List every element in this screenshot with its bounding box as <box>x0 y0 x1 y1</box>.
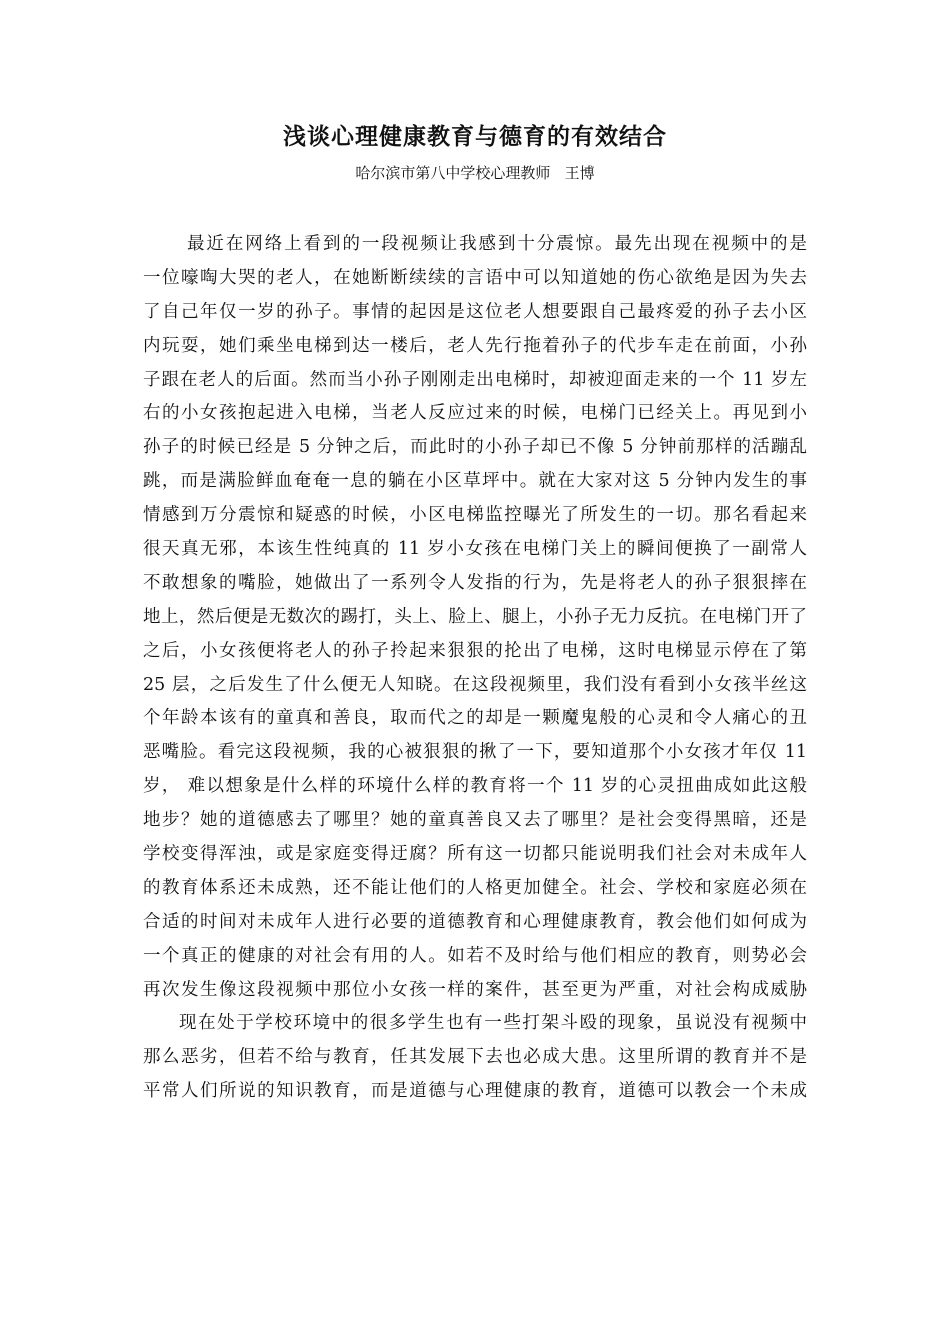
text-line: 之后，小女孩便将老人的孙子拎起来狠狠的抡出了电梯，这时电梯显示停在了第 <box>143 640 807 661</box>
text-line: 内玩耍，她们乘坐电梯到达一楼后，老人先行拖着孙子的代步车走在前面，小孙 <box>143 335 807 356</box>
text-line: 一个真正的健康的对社会有用的人。如若不及时给与他们相应的教育，则势必会 <box>143 945 807 966</box>
text-line: 合适的时间对未成年人进行必要的道德教育和心理健康教育，教会他们如何成为 <box>143 911 807 932</box>
text-line: 岁， 难以想象是什么样的环境什么样的教育将一个 11 岁的心灵扭曲成如此这般 <box>143 776 807 797</box>
text-line: 孙子的时候已经是 5 分钟之后，而此时的小孙子却已不像 5 分钟前那样的活蹦乱 <box>143 437 807 458</box>
text-line: 恶嘴脸。看完这段视频，我的心被狠狠的揪了一下，要知道那个小女孩才年仅 11 <box>143 742 807 763</box>
paragraph-1 <box>143 228 807 1007</box>
page-title: 浅谈心理健康教育与德育的有效结合 <box>283 124 667 150</box>
text-line: 了自己年仅一岁的孙子。事情的起因是这位老人想要跟自己最疼爱的孙子去小区 <box>143 301 807 322</box>
text-line: 平常人们所说的知识教育，而是道德与心理健康的教育，道德可以教会一个未成 <box>143 1081 807 1102</box>
text-line: 跳，而是满脸鲜血奄奄一息的躺在小区草坪中。就在大家对这 5 分钟内发生的事 <box>143 471 807 492</box>
text-line: 25 层，之后发生了什么便无人知晓。在这段视频里，我们没有看到小女孩半丝这 <box>143 674 807 695</box>
text-line: 地步？她的道德感去了哪里？她的童真善良又去了哪里？是社会变得黑暗，还是 <box>143 810 807 831</box>
text-line: 很天真无邪，本该生性纯真的 11 岁小女孩在电梯门关上的瞬间便换了一副常人 <box>143 539 807 560</box>
text-line: 现在处于学校环境中的很多学生也有一些打架斗殴的现象，虽说没有视频中 <box>179 1013 807 1034</box>
text-line: 右的小女孩抱起进入电梯，当老人反应过来的时候，电梯门已经关上。再见到小 <box>143 403 807 424</box>
text-line: 地上，然后便是无数次的踢打，头上、脸上、腿上，小孙子无力反抗。在电梯门开了 <box>143 606 807 627</box>
text-line: 不敢想象的嘴脸，她做出了一系列令人发指的行为，先是将老人的孙子狠狠摔在 <box>143 572 807 593</box>
text-line: 再次发生像这段视频中那位小女孩一样的案件，甚至更为严重，对社会构成威胁 <box>143 979 807 1000</box>
text-line: 子跟在老人的后面。然而当小孙子刚刚走出电梯时，却被迎面走来的一个 11 岁左 <box>143 369 807 390</box>
text-line: 那么恶劣，但若不给与教育，任其发展下去也必成大患。这里所谓的教育并不是 <box>143 1047 807 1068</box>
paragraph-2 <box>143 1007 807 1109</box>
text-line: 学校变得浑浊，或是家庭变得迂腐？所有这一切都只能说明我们社会对未成年人 <box>143 844 807 865</box>
text-line: 的教育体系还未成熟，还不能让他们的人格更加健全。社会、学校和家庭必须在 <box>143 877 807 898</box>
text-line: 一位嚎啕大哭的老人，在她断断续续的言语中可以知道她的伤心欲绝是因为失去 <box>143 267 807 288</box>
article-body <box>143 228 807 1109</box>
text-line: 情感到万分震惊和疑惑的时候，小区电梯监控曝光了所发生的一切。那名看起来 <box>143 505 807 526</box>
author-byline: 哈尔滨市第八中学校心理教师 王博 <box>355 164 595 182</box>
text-line: 最近在网络上看到的一段视频让我感到十分震惊。最先出现在视频中的是 <box>187 234 807 254</box>
text-line: 个年龄本该有的童真和善良，取而代之的却是一颗魔鬼般的心灵和令人痛心的丑 <box>143 708 807 729</box>
